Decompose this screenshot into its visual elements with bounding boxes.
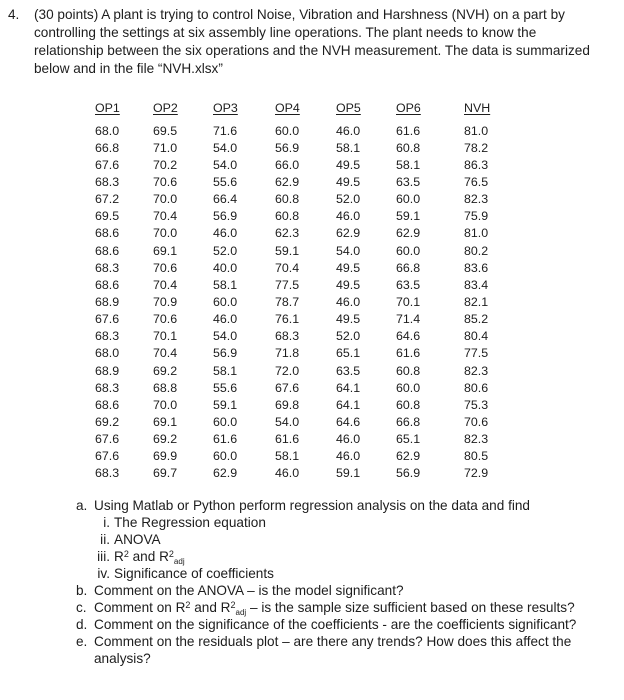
table-cell: 63.5 bbox=[396, 174, 421, 189]
table-cell: 78.2 bbox=[464, 140, 489, 155]
table-cell: 60.8 bbox=[275, 192, 300, 207]
column-header-op1: OP1 bbox=[95, 101, 120, 115]
table-cell: 60.0 bbox=[396, 243, 421, 258]
table-row bbox=[74, 328, 514, 345]
table-cell: 67.6 bbox=[95, 312, 120, 327]
table-cell: 66.8 bbox=[396, 414, 421, 429]
table-cell: 46.0 bbox=[336, 432, 361, 447]
table-cell: 69.8 bbox=[275, 397, 300, 412]
table-cell: 52.0 bbox=[213, 243, 238, 258]
table-cell: 62.9 bbox=[275, 174, 300, 189]
table-cell: 67.6 bbox=[275, 380, 300, 395]
table-cell: 60.8 bbox=[396, 363, 421, 378]
table-cell: 70.1 bbox=[153, 329, 178, 344]
table-cell: 70.1 bbox=[396, 294, 421, 309]
table-cell: 46.0 bbox=[275, 466, 300, 481]
part-c-pre: Comment on R bbox=[94, 600, 186, 615]
table-cell: 59.1 bbox=[213, 397, 238, 412]
table-cell: 60.0 bbox=[396, 192, 421, 207]
table-cell: 80.5 bbox=[464, 449, 489, 464]
item-iv-label: iv. bbox=[97, 566, 110, 581]
table-cell: 49.5 bbox=[336, 174, 361, 189]
table-cell: 49.5 bbox=[336, 312, 361, 327]
table-cell: 67.2 bbox=[95, 192, 120, 207]
part-d bbox=[74, 616, 594, 633]
table-body bbox=[74, 122, 514, 482]
table-cell: 63.5 bbox=[336, 363, 361, 378]
table-row bbox=[74, 448, 514, 465]
table-cell: 71.4 bbox=[396, 312, 421, 327]
part-c-sup2: 2 bbox=[230, 600, 236, 610]
part-e bbox=[74, 633, 594, 667]
table-cell: 83.4 bbox=[464, 277, 489, 292]
part-a-item-iii bbox=[74, 548, 594, 565]
table-cell: 70.4 bbox=[153, 209, 178, 224]
table-cell: 82.3 bbox=[464, 192, 489, 207]
table-row bbox=[74, 225, 514, 242]
table-cell: 80.4 bbox=[464, 329, 489, 344]
table-cell: 71.8 bbox=[275, 346, 300, 361]
part-e-text: Comment on the residuals plot – are there any trends? How does this affect the analysis? bbox=[94, 634, 572, 666]
table-cell: 62.9 bbox=[336, 226, 361, 241]
table-cell: 69.1 bbox=[153, 243, 178, 258]
table-cell: 78.7 bbox=[275, 294, 300, 309]
table-cell: 46.0 bbox=[213, 226, 238, 241]
table-row bbox=[74, 191, 514, 208]
table-cell: 68.3 bbox=[95, 260, 120, 275]
table-cell: 69.2 bbox=[153, 432, 178, 447]
problem-statement bbox=[8, 6, 608, 78]
table-cell: 82.3 bbox=[464, 432, 489, 447]
item-i-text: The Regression equation bbox=[114, 515, 266, 530]
table-row bbox=[74, 259, 514, 276]
table-cell: 54.0 bbox=[213, 157, 238, 172]
table-cell: 60.8 bbox=[396, 397, 421, 412]
table-cell: 68.3 bbox=[275, 329, 300, 344]
table-cell: 58.1 bbox=[336, 140, 361, 155]
table-cell: 70.4 bbox=[153, 346, 178, 361]
table-cell: 83.6 bbox=[464, 260, 489, 275]
table-cell: 49.5 bbox=[336, 277, 361, 292]
table-cell: 69.1 bbox=[153, 414, 178, 429]
table-cell: 56.9 bbox=[213, 209, 238, 224]
table-cell: 68.0 bbox=[95, 123, 120, 138]
part-b-text: Comment on the ANOVA – is the model significant? bbox=[94, 583, 404, 598]
part-c-mid: and R bbox=[190, 600, 231, 615]
table-cell: 60.8 bbox=[396, 140, 421, 155]
problem-text: (30 points) A plant is trying to control Noise, Vibration and Harshness (NVH) on a part by controlling the settings at six assembly line operations. The plant needs to know the relationship between the six operations and the NVH measurement. The data is summarized below and in the file “NVH.xlsx” bbox=[34, 7, 590, 76]
table-cell: 65.1 bbox=[396, 432, 421, 447]
table-cell: 58.1 bbox=[275, 449, 300, 464]
table-row bbox=[74, 396, 514, 413]
part-a-item-i bbox=[74, 514, 594, 531]
table-cell: 70.4 bbox=[153, 277, 178, 292]
table-cell: 76.1 bbox=[275, 312, 300, 327]
part-b bbox=[74, 582, 594, 599]
column-header-nvh: NVH bbox=[464, 101, 491, 115]
data-table bbox=[74, 101, 514, 482]
table-cell: 60.0 bbox=[213, 294, 238, 309]
part-b-label: b. bbox=[76, 583, 88, 598]
table-cell: 81.0 bbox=[464, 226, 489, 241]
table-cell: 80.2 bbox=[464, 243, 489, 258]
table-cell: 86.3 bbox=[464, 157, 489, 172]
table-row bbox=[74, 362, 514, 379]
table-cell: 68.6 bbox=[95, 397, 120, 412]
table-cell: 56.9 bbox=[213, 346, 238, 361]
table-cell: 60.0 bbox=[213, 449, 238, 464]
table-cell: 60.0 bbox=[275, 123, 300, 138]
table-cell: 58.1 bbox=[213, 363, 238, 378]
table-cell: 69.9 bbox=[153, 449, 178, 464]
table-row bbox=[74, 293, 514, 310]
table-cell: 61.6 bbox=[396, 123, 421, 138]
table-cell: 68.3 bbox=[95, 329, 120, 344]
r-symbol: R bbox=[114, 549, 124, 564]
table-row bbox=[74, 379, 514, 396]
table-cell: 46.0 bbox=[336, 123, 361, 138]
table-cell: 70.0 bbox=[153, 397, 178, 412]
table-cell: 66.8 bbox=[396, 260, 421, 275]
table-cell: 56.9 bbox=[275, 140, 300, 155]
table-cell: 70.0 bbox=[153, 192, 178, 207]
table-cell: 77.5 bbox=[275, 277, 300, 292]
table-cell: 65.1 bbox=[336, 346, 361, 361]
table-cell: 61.6 bbox=[396, 346, 421, 361]
part-c-sup1: 2 bbox=[185, 600, 191, 610]
table-cell: 46.0 bbox=[336, 449, 361, 464]
table-cell: 67.6 bbox=[95, 432, 120, 447]
table-cell: 67.6 bbox=[95, 449, 120, 464]
r-adj-superscript: 2 bbox=[168, 549, 174, 559]
table-cell: 68.6 bbox=[95, 243, 120, 258]
table-cell: 66.0 bbox=[275, 157, 300, 172]
table-cell: 68.3 bbox=[95, 466, 120, 481]
table-cell: 54.0 bbox=[336, 243, 361, 258]
table-row bbox=[74, 139, 514, 156]
table-cell: 46.0 bbox=[213, 312, 238, 327]
table-cell: 55.6 bbox=[213, 380, 238, 395]
part-a bbox=[74, 497, 594, 514]
table-cell: 80.6 bbox=[464, 380, 489, 395]
table-cell: 68.6 bbox=[95, 277, 120, 292]
table-row bbox=[74, 345, 514, 362]
table-cell: 62.9 bbox=[213, 466, 238, 481]
table-row bbox=[74, 156, 514, 173]
table-cell: 85.2 bbox=[464, 312, 489, 327]
part-c-label: c. bbox=[76, 600, 87, 615]
table-cell: 76.5 bbox=[464, 174, 489, 189]
table-cell: 70.9 bbox=[153, 294, 178, 309]
r-adj-subscript: adj bbox=[173, 557, 185, 566]
table-cell: 63.5 bbox=[396, 277, 421, 292]
table-cell: 77.5 bbox=[464, 346, 489, 361]
table-cell: 68.8 bbox=[153, 380, 178, 395]
table-row bbox=[74, 311, 514, 328]
table-cell: 69.2 bbox=[95, 414, 120, 429]
table-cell: 49.5 bbox=[336, 157, 361, 172]
table-row bbox=[74, 122, 514, 139]
table-cell: 60.8 bbox=[275, 209, 300, 224]
table-cell: 66.4 bbox=[213, 192, 238, 207]
table-cell: 46.0 bbox=[336, 294, 361, 309]
table-cell: 58.1 bbox=[396, 157, 421, 172]
part-a-item-ii bbox=[74, 531, 594, 548]
and-text: and bbox=[128, 549, 160, 564]
table-cell: 58.1 bbox=[213, 277, 238, 292]
item-i-label: i. bbox=[103, 515, 110, 530]
table-cell: 68.6 bbox=[95, 226, 120, 241]
r-adj-symbol: R bbox=[159, 549, 169, 564]
item-ii-text: ANOVA bbox=[114, 532, 161, 547]
part-d-label: d. bbox=[76, 617, 88, 632]
table-row bbox=[74, 431, 514, 448]
table-cell: 52.0 bbox=[336, 192, 361, 207]
item-iv-text: Significance of coefficients bbox=[114, 566, 274, 581]
table-cell: 60.0 bbox=[213, 414, 238, 429]
table-cell: 72.0 bbox=[275, 363, 300, 378]
table-cell: 64.6 bbox=[336, 414, 361, 429]
table-cell: 70.6 bbox=[153, 312, 178, 327]
column-header-op3: OP3 bbox=[213, 101, 238, 115]
table-cell: 40.0 bbox=[213, 260, 238, 275]
table-cell: 69.2 bbox=[153, 363, 178, 378]
table-cell: 70.6 bbox=[153, 174, 178, 189]
table-cell: 59.1 bbox=[336, 466, 361, 481]
question-parts bbox=[74, 497, 594, 667]
table-cell: 68.3 bbox=[95, 174, 120, 189]
table-cell: 72.9 bbox=[464, 466, 489, 481]
part-a-item-iv bbox=[74, 565, 594, 582]
table-cell: 62.3 bbox=[275, 226, 300, 241]
part-d-text: Comment on the significance of the coefficients - are the coefficients significant? bbox=[94, 617, 577, 632]
column-header-op6: OP6 bbox=[396, 101, 421, 115]
table-cell: 68.9 bbox=[95, 363, 120, 378]
table-cell: 69.5 bbox=[153, 123, 178, 138]
table-cell: 68.9 bbox=[95, 294, 120, 309]
table-cell: 54.0 bbox=[213, 140, 238, 155]
table-cell: 60.0 bbox=[396, 380, 421, 395]
table-cell: 75.3 bbox=[464, 397, 489, 412]
table-cell: 71.0 bbox=[153, 140, 178, 155]
table-cell: 70.6 bbox=[464, 414, 489, 429]
item-iii-label: iii. bbox=[97, 549, 110, 564]
table-cell: 64.1 bbox=[336, 380, 361, 395]
table-cell: 66.8 bbox=[95, 140, 120, 155]
part-c-post: – is the sample size sufficient based on these results? bbox=[246, 600, 575, 615]
table-row bbox=[74, 413, 514, 430]
part-a-label: a. bbox=[76, 498, 88, 513]
table-cell: 68.0 bbox=[95, 346, 120, 361]
table-cell: 68.3 bbox=[95, 380, 120, 395]
table-cell: 61.6 bbox=[213, 432, 238, 447]
table-cell: 67.6 bbox=[95, 157, 120, 172]
part-e-label: e. bbox=[76, 634, 88, 649]
problem-number: 4. bbox=[8, 7, 20, 22]
part-c bbox=[74, 599, 594, 616]
table-cell: 70.6 bbox=[153, 260, 178, 275]
table-row bbox=[74, 173, 514, 190]
table-cell: 56.9 bbox=[396, 466, 421, 481]
table-cell: 69.7 bbox=[153, 466, 178, 481]
table-cell: 70.2 bbox=[153, 157, 178, 172]
item-ii-label: ii. bbox=[100, 532, 110, 547]
table-cell: 71.6 bbox=[213, 123, 238, 138]
table-cell: 70.0 bbox=[153, 226, 178, 241]
part-a-text: Using Matlab or Python perform regression analysis on the data and find bbox=[94, 498, 530, 513]
table-cell: 54.0 bbox=[275, 414, 300, 429]
table-cell: 82.3 bbox=[464, 363, 489, 378]
table-cell: 64.1 bbox=[336, 397, 361, 412]
table-cell: 49.5 bbox=[336, 260, 361, 275]
table-cell: 55.6 bbox=[213, 174, 238, 189]
table-cell: 64.6 bbox=[396, 329, 421, 344]
table-cell: 59.1 bbox=[275, 243, 300, 258]
table-row bbox=[74, 208, 514, 225]
table-header-row bbox=[74, 101, 514, 122]
table-cell: 75.9 bbox=[464, 209, 489, 224]
column-header-op5: OP5 bbox=[336, 101, 361, 115]
table-row bbox=[74, 242, 514, 259]
table-cell: 70.4 bbox=[275, 260, 300, 275]
table-cell: 52.0 bbox=[336, 329, 361, 344]
table-row bbox=[74, 276, 514, 293]
column-header-op4: OP4 bbox=[275, 101, 300, 115]
table-cell: 61.6 bbox=[275, 432, 300, 447]
table-cell: 62.9 bbox=[396, 226, 421, 241]
table-cell: 81.0 bbox=[464, 123, 489, 138]
part-c-sub2: adj bbox=[235, 608, 247, 617]
table-cell: 82.1 bbox=[464, 294, 489, 309]
table-cell: 46.0 bbox=[336, 209, 361, 224]
table-cell: 69.5 bbox=[95, 209, 120, 224]
table-cell: 62.9 bbox=[396, 449, 421, 464]
column-header-op2: OP2 bbox=[153, 101, 178, 115]
table-cell: 59.1 bbox=[396, 209, 421, 224]
r-superscript: 2 bbox=[123, 549, 129, 559]
table-cell: 54.0 bbox=[213, 329, 238, 344]
table-row bbox=[74, 465, 514, 482]
